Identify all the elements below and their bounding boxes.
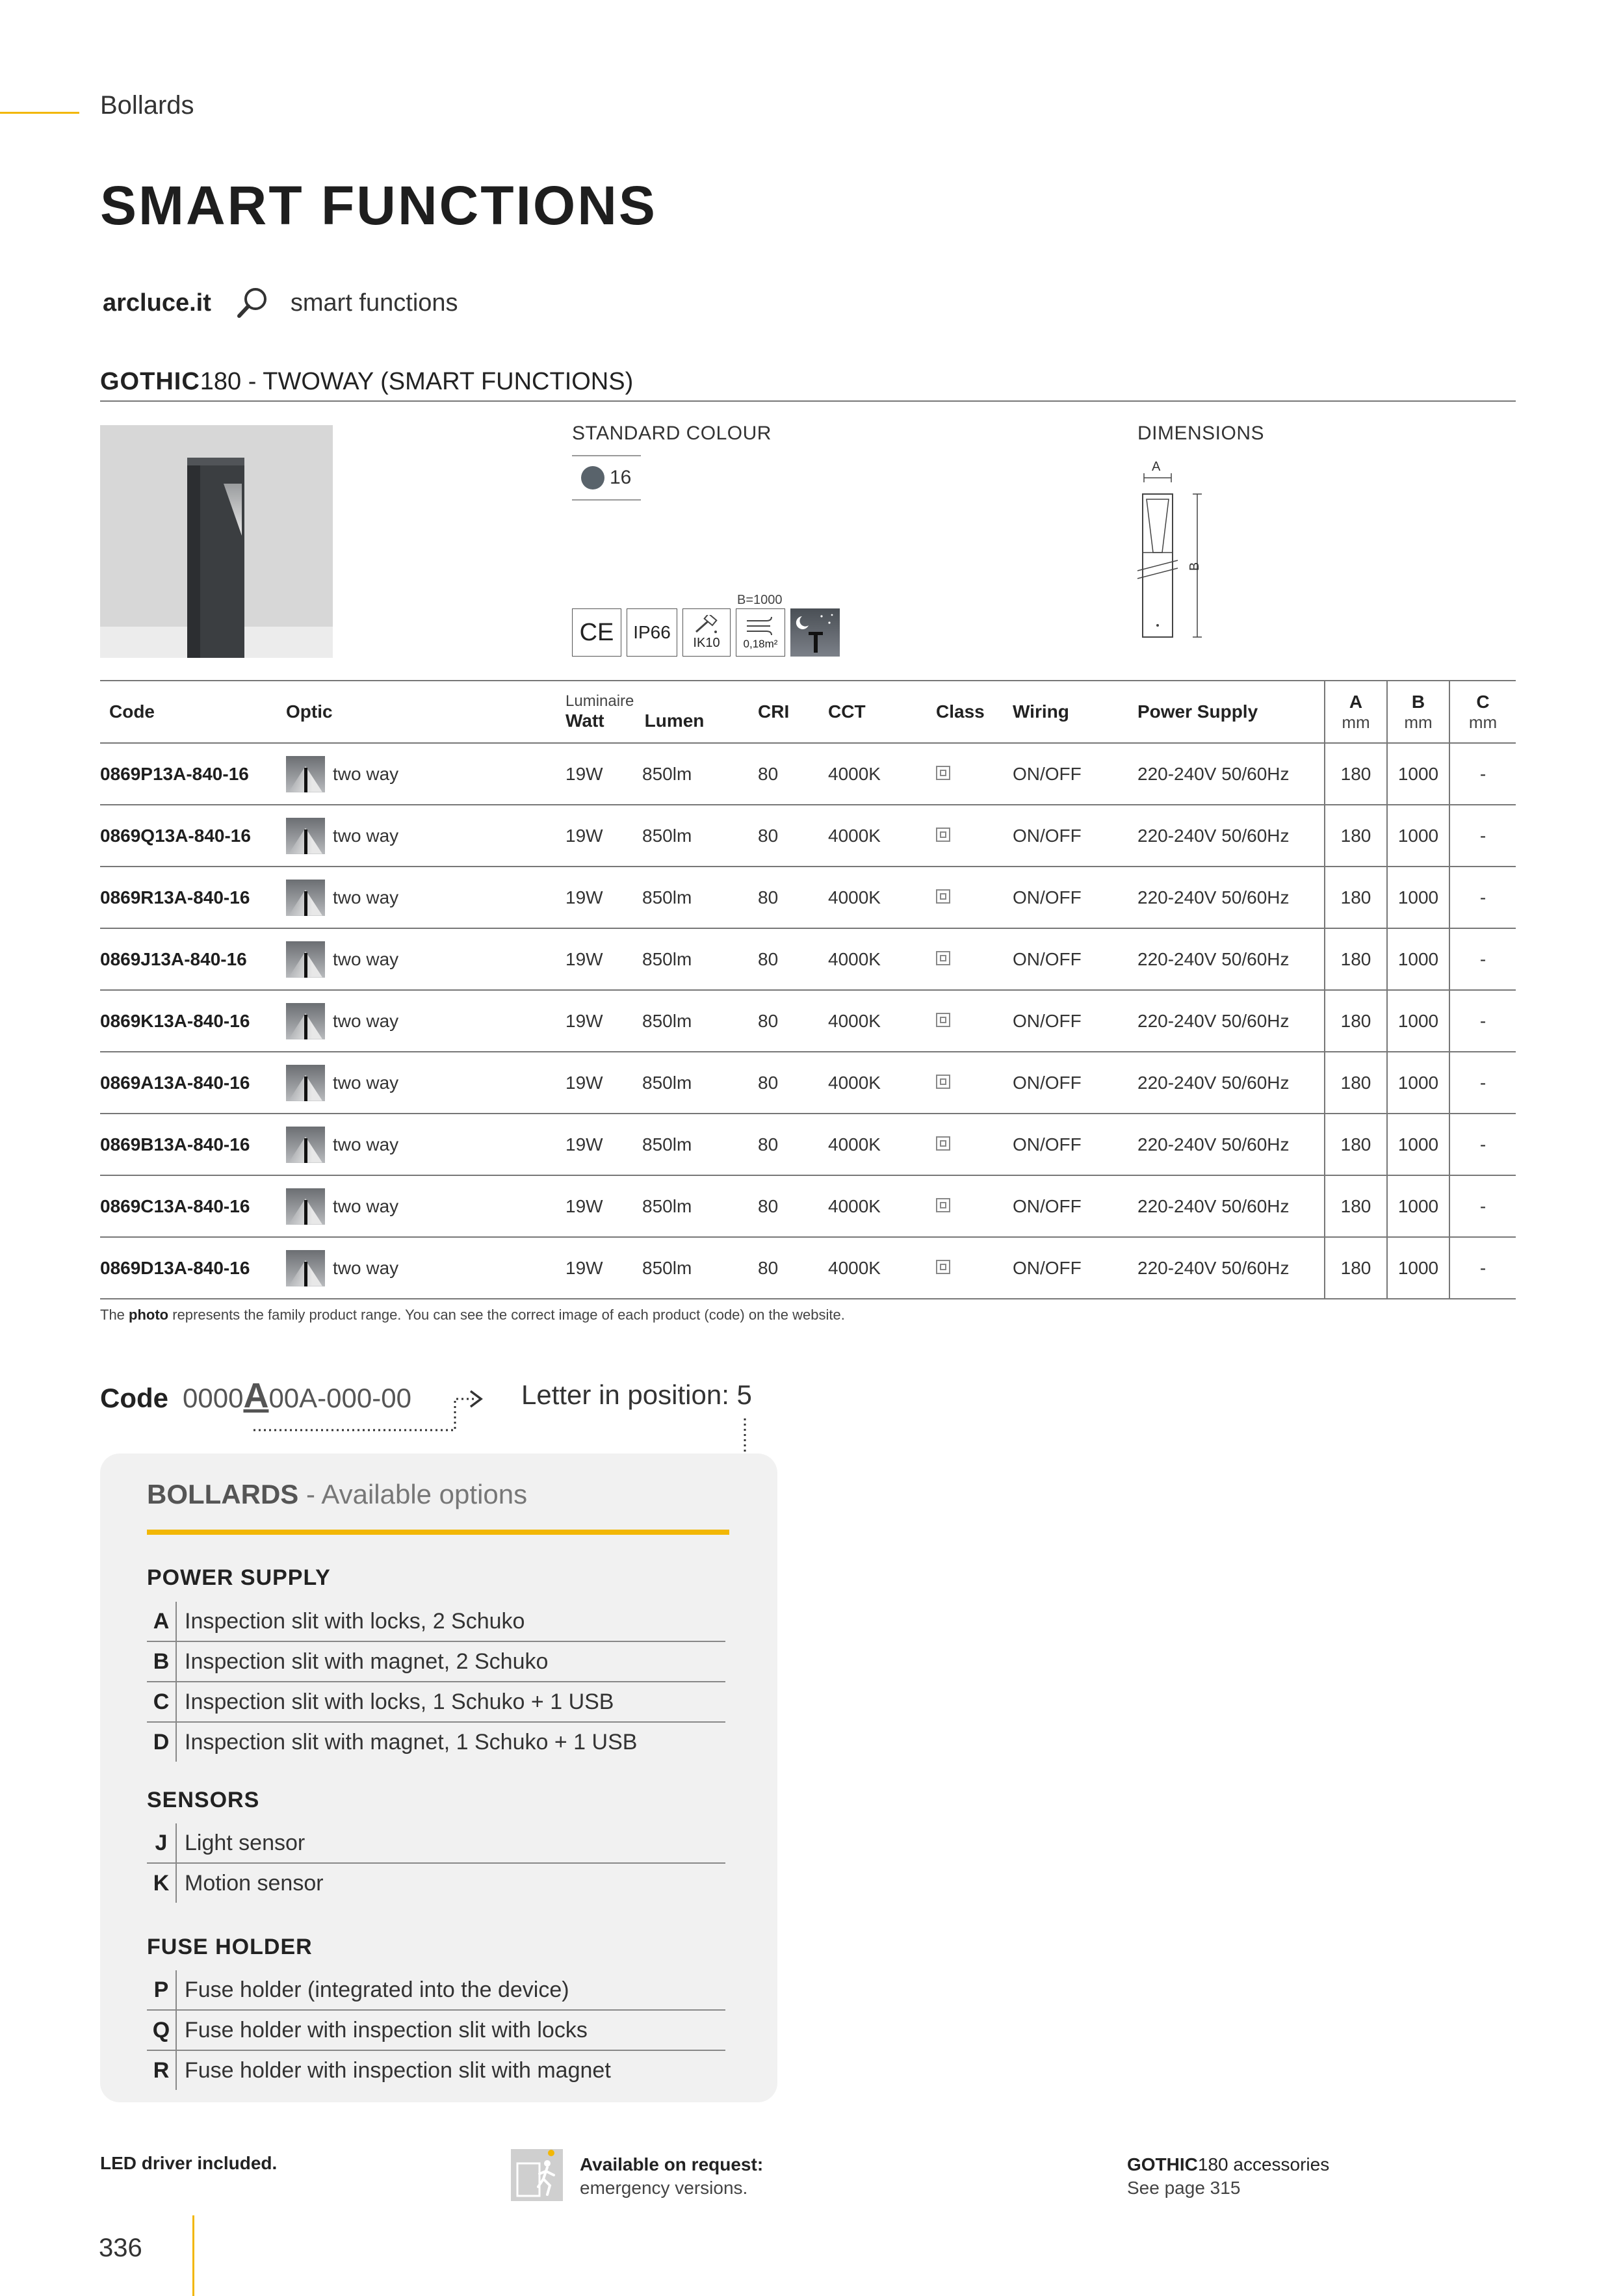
class-cell xyxy=(936,1114,1013,1175)
dim-b-cell: 1000 xyxy=(1387,928,1449,990)
product-code[interactable]: 0869J13A-840-16 xyxy=(100,948,247,969)
cct-cell: 4000K xyxy=(828,1010,881,1031)
class-cell xyxy=(936,990,1013,1052)
dim-a-cell: 180 xyxy=(1325,1114,1387,1175)
lumen-cell: 850lm xyxy=(642,1010,692,1031)
lumen-cell: 850lm xyxy=(642,1195,692,1216)
class-ii-icon xyxy=(936,828,950,842)
dim-b-cell: 1000 xyxy=(1387,805,1449,867)
dim-c-cell: - xyxy=(1449,928,1516,990)
dim-a-cell: 180 xyxy=(1325,805,1387,867)
lumen-cell: 850lm xyxy=(642,1134,692,1155)
dim-c-cell: - xyxy=(1449,1052,1516,1114)
power-supply-cell: 220-240V 50/60Hz xyxy=(1137,1010,1290,1031)
lumen-cell: 850lm xyxy=(642,763,692,784)
optic-two-way-icon xyxy=(286,1065,325,1101)
option-code: D xyxy=(147,1723,177,1762)
power-supply-cell: 220-240V 50/60Hz xyxy=(1137,948,1290,969)
watt-cell: 19W xyxy=(565,1072,603,1093)
product-name-rest: 180 - TWOWAY (SMART FUNCTIONS) xyxy=(200,368,634,395)
option-list-power-supply xyxy=(147,1602,725,1762)
cct-cell: 4000K xyxy=(828,1195,881,1216)
heading-divider xyxy=(100,400,1516,402)
wiring-cell: ON/OFF xyxy=(1013,1195,1082,1216)
optic-label: two way xyxy=(333,887,399,907)
option-list-sensors xyxy=(147,1823,725,1903)
cri-cell: 80 xyxy=(758,1010,779,1031)
wiring-cell: ON/OFF xyxy=(1013,1257,1082,1278)
wiring-cell: ON/OFF xyxy=(1013,1010,1082,1031)
dim-c-cell: - xyxy=(1449,1114,1516,1175)
dim-a-cell: 180 xyxy=(1325,928,1387,990)
watt-cell: 19W xyxy=(565,1010,603,1031)
wind-load-note: B=1000 xyxy=(737,593,783,607)
page-number-bar xyxy=(192,2215,194,2296)
dim-b-cell: 1000 xyxy=(1387,743,1449,805)
optic-cell xyxy=(286,990,565,1052)
col-class: Class xyxy=(936,701,985,722)
lumen-cell: 850lm xyxy=(642,825,692,846)
class-ii-icon xyxy=(936,1198,950,1212)
class-cell xyxy=(936,743,1013,805)
lumen-cell: 850lm xyxy=(642,887,692,907)
col-a: A mm xyxy=(1325,681,1387,743)
optic-label: two way xyxy=(333,1134,399,1155)
product-heading xyxy=(100,368,633,396)
watt-cell: 19W xyxy=(565,1195,603,1216)
cri-cell: 80 xyxy=(758,948,779,969)
power-supply-cell: 220-240V 50/60Hz xyxy=(1137,887,1290,907)
optic-two-way-icon xyxy=(286,941,325,978)
dim-c-cell: - xyxy=(1449,743,1516,805)
dim-b-cell: 1000 xyxy=(1387,1175,1449,1237)
emergency-exit-icon xyxy=(511,2149,563,2201)
hammer-icon xyxy=(692,615,721,636)
colour-dot-icon xyxy=(581,466,604,489)
standard-colour-label: STANDARD COLOUR xyxy=(572,423,772,444)
accessories-page-link[interactable]: See page 315 xyxy=(1127,2178,1241,2198)
table-header-row xyxy=(100,681,1516,743)
site-search-row xyxy=(103,286,458,320)
watt-cell: 19W xyxy=(565,1257,603,1278)
table-row xyxy=(100,867,1516,928)
col-cri: CRI xyxy=(758,701,790,722)
optic-two-way-icon xyxy=(286,1127,325,1163)
optic-cell xyxy=(286,1114,565,1175)
option-item xyxy=(147,1970,725,2011)
power-supply-cell: 220-240V 50/60Hz xyxy=(1137,1195,1290,1216)
cri-cell: 80 xyxy=(758,1134,779,1155)
optic-cell xyxy=(286,743,565,805)
watt-cell: 19W xyxy=(565,825,603,846)
option-code: J xyxy=(147,1823,177,1862)
power-supply-cell: 220-240V 50/60Hz xyxy=(1137,1134,1290,1155)
option-list-fuse-holder xyxy=(147,1970,725,2090)
dim-b-cell: 1000 xyxy=(1387,867,1449,928)
optic-label: two way xyxy=(333,825,399,846)
optic-label: two way xyxy=(333,1072,399,1093)
product-code[interactable]: 0869P13A-840-16 xyxy=(100,763,249,784)
lumen-cell: 850lm xyxy=(642,1257,692,1278)
optic-label: two way xyxy=(333,1195,399,1216)
cri-cell: 80 xyxy=(758,1195,779,1216)
option-code: A xyxy=(147,1602,177,1641)
option-item xyxy=(147,1642,725,1682)
wiring-cell: ON/OFF xyxy=(1013,763,1082,784)
code-position-letter: A xyxy=(243,1376,269,1415)
optic-cell xyxy=(286,1052,565,1114)
product-code[interactable]: 0869K13A-840-16 xyxy=(100,1010,250,1031)
col-b: B mm xyxy=(1387,681,1449,743)
lumen-cell: 850lm xyxy=(642,948,692,969)
option-code: R xyxy=(147,2051,177,2090)
table-row xyxy=(100,928,1516,990)
option-group-title-sensors: SENSORS xyxy=(147,1788,260,1812)
class-cell xyxy=(936,805,1013,867)
moon-lamp-icon xyxy=(792,610,838,655)
watt-cell: 19W xyxy=(565,1134,603,1155)
optic-cell xyxy=(286,1175,565,1237)
table-row xyxy=(100,1175,1516,1237)
power-supply-cell: 220-240V 50/60Hz xyxy=(1137,1257,1290,1278)
cct-cell: 4000K xyxy=(828,1134,881,1155)
optic-two-way-icon xyxy=(286,1003,325,1039)
option-label: Motion sensor xyxy=(185,1870,324,1896)
search-icon[interactable] xyxy=(233,283,272,322)
dim-b-cell: 1000 xyxy=(1387,990,1449,1052)
class-ii-icon xyxy=(936,951,950,965)
wiring-cell: ON/OFF xyxy=(1013,825,1082,846)
watt-cell: 19W xyxy=(565,763,603,784)
option-item xyxy=(147,2051,725,2090)
col-watt: Watt xyxy=(565,711,604,731)
product-code[interactable]: 0869Q13A-840-16 xyxy=(100,825,251,846)
optic-two-way-icon xyxy=(286,818,325,854)
option-label: Fuse holder with inspection slit with locks xyxy=(185,2017,588,2042)
product-spec-table xyxy=(100,680,1516,1299)
col-power-supply: Power Supply xyxy=(1137,701,1258,722)
col-code: Code xyxy=(109,701,155,722)
optic-cell xyxy=(286,928,565,990)
power-supply-cell: 220-240V 50/60Hz xyxy=(1137,1072,1290,1093)
dim-b-cell: 1000 xyxy=(1387,1114,1449,1175)
section-label: Bollards xyxy=(100,91,194,120)
options-accent-rule xyxy=(147,1530,729,1535)
product-code[interactable]: 0869B13A-840-16 xyxy=(100,1134,250,1155)
cri-cell: 80 xyxy=(758,825,779,846)
class-cell xyxy=(936,928,1013,990)
power-supply-cell: 220-240V 50/60Hz xyxy=(1137,763,1290,784)
option-item xyxy=(147,1682,725,1723)
wiring-cell: ON/OFF xyxy=(1013,948,1082,969)
option-code: Q xyxy=(147,2011,177,2050)
ik-rating-icon xyxy=(682,608,731,657)
code-pattern: 0000A00A-000-00 xyxy=(183,1376,411,1415)
watt-cell: 19W xyxy=(565,948,603,969)
option-label: Fuse holder with inspection slit with magnet xyxy=(185,2057,611,2083)
dim-a-cell: 180 xyxy=(1325,1237,1387,1299)
option-label: Light sensor xyxy=(185,1830,305,1855)
product-photo xyxy=(100,425,333,658)
option-label: Inspection slit with magnet, 1 Schuko + 1 USB xyxy=(185,1729,638,1755)
wind-surface-label: 0,18m² xyxy=(743,638,778,650)
dim-a-cell: 180 xyxy=(1325,867,1387,928)
table-row xyxy=(100,805,1516,867)
letter-position-note: Letter in position: 5 xyxy=(521,1379,752,1410)
product-name-bold: GOTHIC xyxy=(100,368,200,395)
table-row xyxy=(100,990,1516,1052)
dim-a-cell: 180 xyxy=(1325,1052,1387,1114)
product-code[interactable]: 0869C13A-840-16 xyxy=(100,1195,250,1216)
cct-cell: 4000K xyxy=(828,763,881,784)
site-link[interactable]: arcluce.it xyxy=(103,289,211,317)
table-row xyxy=(100,743,1516,805)
class-ii-icon xyxy=(936,889,950,904)
optic-two-way-icon xyxy=(286,1250,325,1286)
product-code[interactable]: 0869A13A-840-16 xyxy=(100,1072,250,1093)
dim-a-cell: 180 xyxy=(1325,743,1387,805)
option-item xyxy=(147,1723,725,1762)
ip-rating-icon: IP66 xyxy=(627,608,677,657)
dim-c-cell: - xyxy=(1449,805,1516,867)
dim-c-cell: - xyxy=(1449,990,1516,1052)
table-row xyxy=(100,1052,1516,1114)
cct-cell: 4000K xyxy=(828,825,881,846)
section-accent-line xyxy=(0,112,79,114)
class-ii-icon xyxy=(936,1260,950,1274)
dim-c-cell: - xyxy=(1449,1175,1516,1237)
option-code: C xyxy=(147,1682,177,1721)
option-group-title-fuse-holder: FUSE HOLDER xyxy=(147,1935,313,1959)
emergency-title: Available on request: xyxy=(580,2154,764,2174)
option-code: B xyxy=(147,1642,177,1681)
cct-cell: 4000K xyxy=(828,948,881,969)
product-code[interactable]: 0869R13A-840-16 xyxy=(100,887,250,907)
col-wiring: Wiring xyxy=(1013,701,1069,722)
page-number: 336 xyxy=(99,2234,142,2262)
table-row xyxy=(100,1114,1516,1175)
lumen-cell: 850lm xyxy=(642,1072,692,1093)
option-item xyxy=(147,1864,725,1903)
col-c: C mm xyxy=(1449,681,1516,743)
class-ii-icon xyxy=(936,1075,950,1089)
cri-cell: 80 xyxy=(758,1257,779,1278)
dimension-drawing xyxy=(1131,455,1222,644)
dimension-b-label: B xyxy=(1188,562,1202,571)
optic-two-way-icon xyxy=(286,1188,325,1225)
dim-a-cell: 180 xyxy=(1325,990,1387,1052)
optic-label: two way xyxy=(333,1257,399,1278)
dim-c-cell: - xyxy=(1449,1237,1516,1299)
optic-cell xyxy=(286,1237,565,1299)
optic-label: two way xyxy=(333,1010,399,1031)
luminaire-label: Luminaire xyxy=(565,692,634,710)
optic-two-way-icon xyxy=(286,880,325,916)
led-driver-note: LED driver included. xyxy=(100,2153,278,2173)
class-ii-icon xyxy=(936,1013,950,1027)
wiring-cell: ON/OFF xyxy=(1013,1072,1082,1093)
photo-footnote: The photo represents the family product range. You can see the correct image of each product (code) on the website. xyxy=(100,1307,845,1323)
class-cell xyxy=(936,867,1013,928)
optic-cell xyxy=(286,805,565,867)
dimension-a-label: A xyxy=(1152,460,1161,474)
cct-cell: 4000K xyxy=(828,1257,881,1278)
emergency-subtitle: emergency versions. xyxy=(580,2178,748,2198)
cct-cell: 4000K xyxy=(828,887,881,907)
wind-surface-icon xyxy=(736,608,785,657)
option-code: P xyxy=(147,1970,177,2009)
wiring-cell: ON/OFF xyxy=(1013,1134,1082,1155)
dimensions-label: DIMENSIONS xyxy=(1137,423,1265,444)
dim-b-cell: 1000 xyxy=(1387,1237,1449,1299)
page-title: SMART FUNCTIONS xyxy=(100,175,657,236)
ik-rating-label: IK10 xyxy=(693,635,720,650)
optic-two-way-icon xyxy=(286,756,325,792)
option-label: Fuse holder (integrated into the device) xyxy=(185,1977,569,2002)
dim-c-cell: - xyxy=(1449,867,1516,928)
class-cell xyxy=(936,1175,1013,1237)
wind-icon xyxy=(744,614,777,638)
col-optic: Optic xyxy=(286,701,333,722)
option-group-title-power-supply: POWER SUPPLY xyxy=(147,1565,331,1590)
cri-cell: 80 xyxy=(758,1072,779,1093)
class-ii-icon xyxy=(936,766,950,780)
power-supply-cell: 220-240V 50/60Hz xyxy=(1137,825,1290,846)
wiring-cell: ON/OFF xyxy=(1013,887,1082,907)
class-cell xyxy=(936,1237,1013,1299)
options-title: BOLLARDS - Available options xyxy=(147,1479,528,1509)
option-item xyxy=(147,2011,725,2051)
col-lumen: Lumen xyxy=(644,711,705,731)
option-item xyxy=(147,1602,725,1642)
optic-label: two way xyxy=(333,948,399,969)
site-search-term: smart functions xyxy=(290,289,458,317)
table-row xyxy=(100,1237,1516,1299)
class-ii-icon xyxy=(936,1136,950,1151)
optic-label: two way xyxy=(333,763,399,784)
option-label: Inspection slit with magnet, 2 Schuko xyxy=(185,1649,549,1674)
optic-cell xyxy=(286,867,565,928)
colour-swatch xyxy=(572,455,641,501)
colour-code: 16 xyxy=(610,467,632,488)
option-label: Inspection slit with locks, 2 Schuko xyxy=(185,1608,525,1634)
product-code[interactable]: 0869D13A-840-16 xyxy=(100,1257,250,1278)
cri-cell: 80 xyxy=(758,887,779,907)
col-luminaire xyxy=(565,681,758,743)
dim-b-cell: 1000 xyxy=(1387,1052,1449,1114)
night-lighting-icon xyxy=(790,608,840,657)
ce-mark-icon: CE xyxy=(572,608,621,657)
dim-a-cell: 180 xyxy=(1325,1175,1387,1237)
option-code: K xyxy=(147,1864,177,1903)
cct-cell: 4000K xyxy=(828,1072,881,1093)
watt-cell: 19W xyxy=(565,887,603,907)
code-label: Code xyxy=(100,1383,168,1413)
cri-cell: 80 xyxy=(758,763,779,784)
accessories-title: GOTHIC180 accessories xyxy=(1127,2154,1330,2174)
col-cct: CCT xyxy=(828,701,866,722)
option-item xyxy=(147,1823,725,1864)
class-cell xyxy=(936,1052,1013,1114)
option-label: Inspection slit with locks, 1 Schuko + 1 USB xyxy=(185,1689,614,1714)
